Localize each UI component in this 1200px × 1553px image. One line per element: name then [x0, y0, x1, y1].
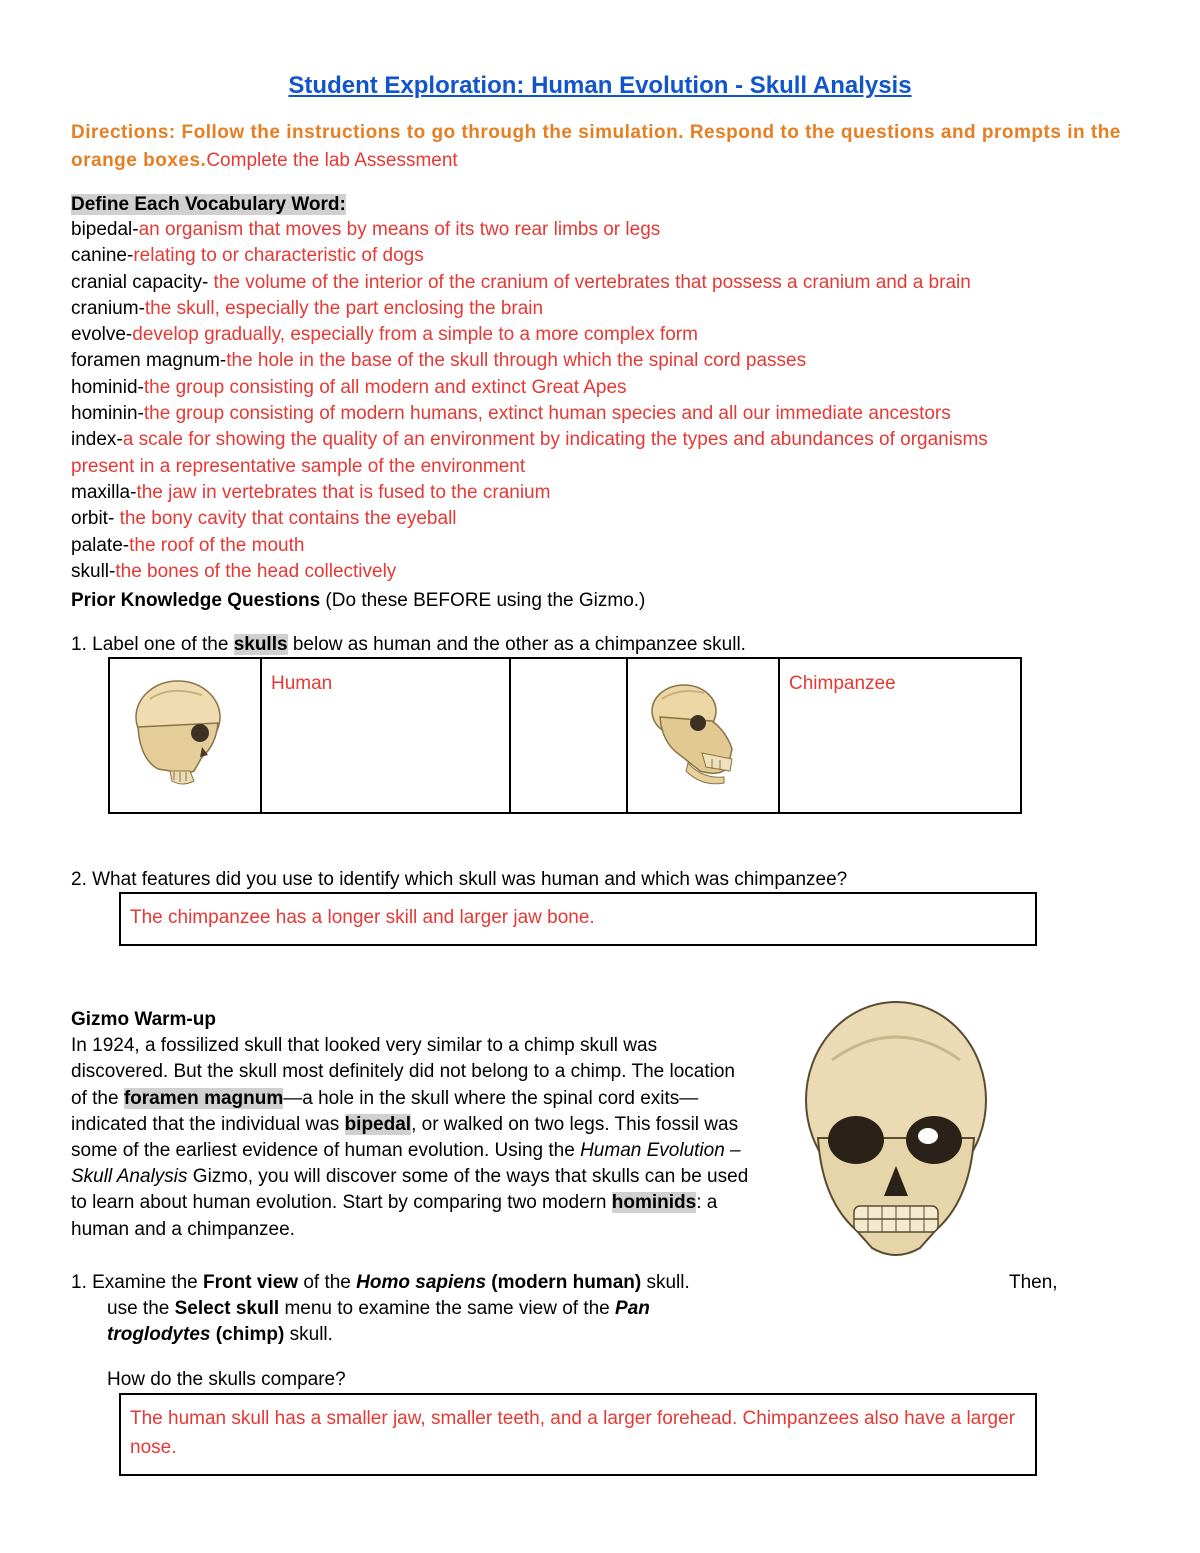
vocab-item: [71, 506, 1151, 532]
skull-label-table: [108, 657, 1022, 814]
vocab-definition: the roof of the mouth: [129, 534, 305, 556]
warmup-question-1: 1. Examine the Front view of the Homo sapiens (modern human) skull. Then, use the Select skull menu to examine the same view of the Pan troglodytes (chimp) skull. How do the skulls compare?: [71, 1270, 1081, 1393]
vocab-heading: Define Each Vocabulary Word:: [71, 194, 346, 215]
chimp-skull-side-image: [628, 659, 778, 806]
warmup-heading: Gizmo Warm-up: [71, 1009, 216, 1030]
compare-prompt: How do the skulls compare?: [107, 1368, 346, 1390]
vocab-definition: the hole in the base of the skull through which the spinal cord passes: [226, 350, 807, 372]
answer-box-q2[interactable]: [119, 892, 1037, 946]
vocab-term: palate-: [71, 534, 130, 556]
vocab-item: [71, 375, 1151, 401]
empty-cell[interactable]: [510, 658, 627, 813]
vocab-item: [71, 480, 1151, 506]
human-skull-side-image: [110, 659, 260, 806]
vocab-definition: the group consisting of modern humans, extinct human species and all our immediate ancestors: [143, 403, 951, 425]
vocab-definition: the jaw in vertebrates that is fused to the cranium: [136, 481, 551, 503]
vocab-item: [71, 401, 1151, 427]
vocab-term: foramen magnum-: [71, 350, 227, 372]
question-1: 1. Label one of the skulls below as human and the other as a chimpanzee skull.: [71, 634, 746, 655]
vocab-item: [71, 454, 1151, 480]
vocab-definition: present in a representative sample of the environment: [71, 455, 526, 477]
vocab-item: [71, 217, 1151, 243]
vocab-item: [71, 533, 1151, 559]
human-label: Human: [271, 673, 333, 694]
vocab-item: [71, 322, 1151, 348]
directions: [71, 119, 1131, 175]
vocab-term: bipedal-: [71, 219, 139, 240]
vocab-term: hominid-: [71, 376, 144, 398]
vocab-term: cranial capacity-: [71, 271, 209, 293]
vocab-definition: a scale for showing the quality of an environment by indicating the types and abundances of organisms: [122, 429, 988, 451]
answer-compare: The human skull has a smaller jaw, smaller teeth, and a larger forehead. Chimpanzees also have a larger nose.: [130, 1408, 1016, 1458]
human-skull-front-image: [792, 1000, 1000, 1262]
chimp-skull-image-cell: [627, 658, 779, 813]
vocab-item: [71, 296, 1151, 322]
vocab-item: [71, 270, 1151, 296]
vocab-item: [71, 427, 1151, 453]
chimp-label: Chimpanzee: [789, 673, 896, 694]
vocab-item: [71, 348, 1151, 374]
chimp-label-cell[interactable]: [779, 658, 1021, 813]
vocab-definition: develop gradually, especially from a simple to a more complex form: [132, 324, 698, 346]
human-skull-image-cell: [109, 658, 261, 813]
page-title: Student Exploration: Human Evolution - Skull Analysis: [288, 72, 912, 99]
vocab-definition: relating to or characteristic of dogs: [133, 245, 424, 267]
vocab-definition: the bones of the head collectively: [115, 560, 397, 582]
vocab-definition: the bony cavity that contains the eyeball: [114, 508, 457, 530]
answer-q2: The chimpanzee has a longer skill and larger jaw bone.: [130, 907, 595, 928]
vocab-term: evolve-: [71, 324, 133, 346]
vocab-item: [71, 559, 1151, 585]
vocab-item: [71, 243, 1151, 269]
vocab-term: maxilla-: [71, 481, 137, 503]
vocab-list: [71, 217, 1151, 585]
vocab-term: skull-: [71, 560, 116, 582]
directions-bold: Directions: Follow the instructions to go through the simulation. Respond to the questions and prompts in the orange boxes.: [71, 122, 1121, 171]
question-2: 2. What features did you use to identify which skull was human and which was chimpanzee?: [71, 869, 848, 890]
directions-plain: Complete the lab Assessment: [206, 150, 458, 171]
vocab-definition: the skull, especially the part enclosing the brain: [144, 297, 544, 319]
vocab-definition: the volume of the interior of the cranium of vertebrates that possess a cranium and a brain: [208, 271, 971, 293]
vocab-term: hominin-: [71, 403, 144, 425]
gizmo-warmup: Gizmo Warm-up In 1924, a fossilized skull that looked very similar to a chimp skull was discovered. But the skull most definitely did not belong to a chimp. The location of the foramen magnum—a hole in the skull where the spinal cord exits—indicated that the individual was bipedal, or walked on two legs. This fossil was some of the earliest evidence of human evolution. Using the Human Evolution – Skull Analysis Gizmo, you will discover some of the ways that skulls can be used to learn about human evolution. Start by comparing two modern hominids: a human and a chimpanzee.: [71, 1009, 749, 1240]
vocab-term: cranium-: [71, 297, 145, 319]
prior-knowledge-heading: Prior Knowledge Questions (Do these BEFORE using the Gizmo.): [71, 590, 646, 611]
vocab-term: orbit-: [71, 508, 115, 530]
vocab-term: index-: [71, 429, 123, 451]
human-label-cell[interactable]: [261, 658, 510, 813]
vocab-definition: an organism that moves by means of its two rear limbs or legs: [138, 219, 661, 240]
vocab-definition: the group consisting of all modern and extinct Great Apes: [143, 376, 627, 398]
vocab-term: canine-: [71, 245, 134, 267]
answer-box-compare[interactable]: [119, 1393, 1037, 1476]
then-text: Then,: [1009, 1272, 1058, 1293]
